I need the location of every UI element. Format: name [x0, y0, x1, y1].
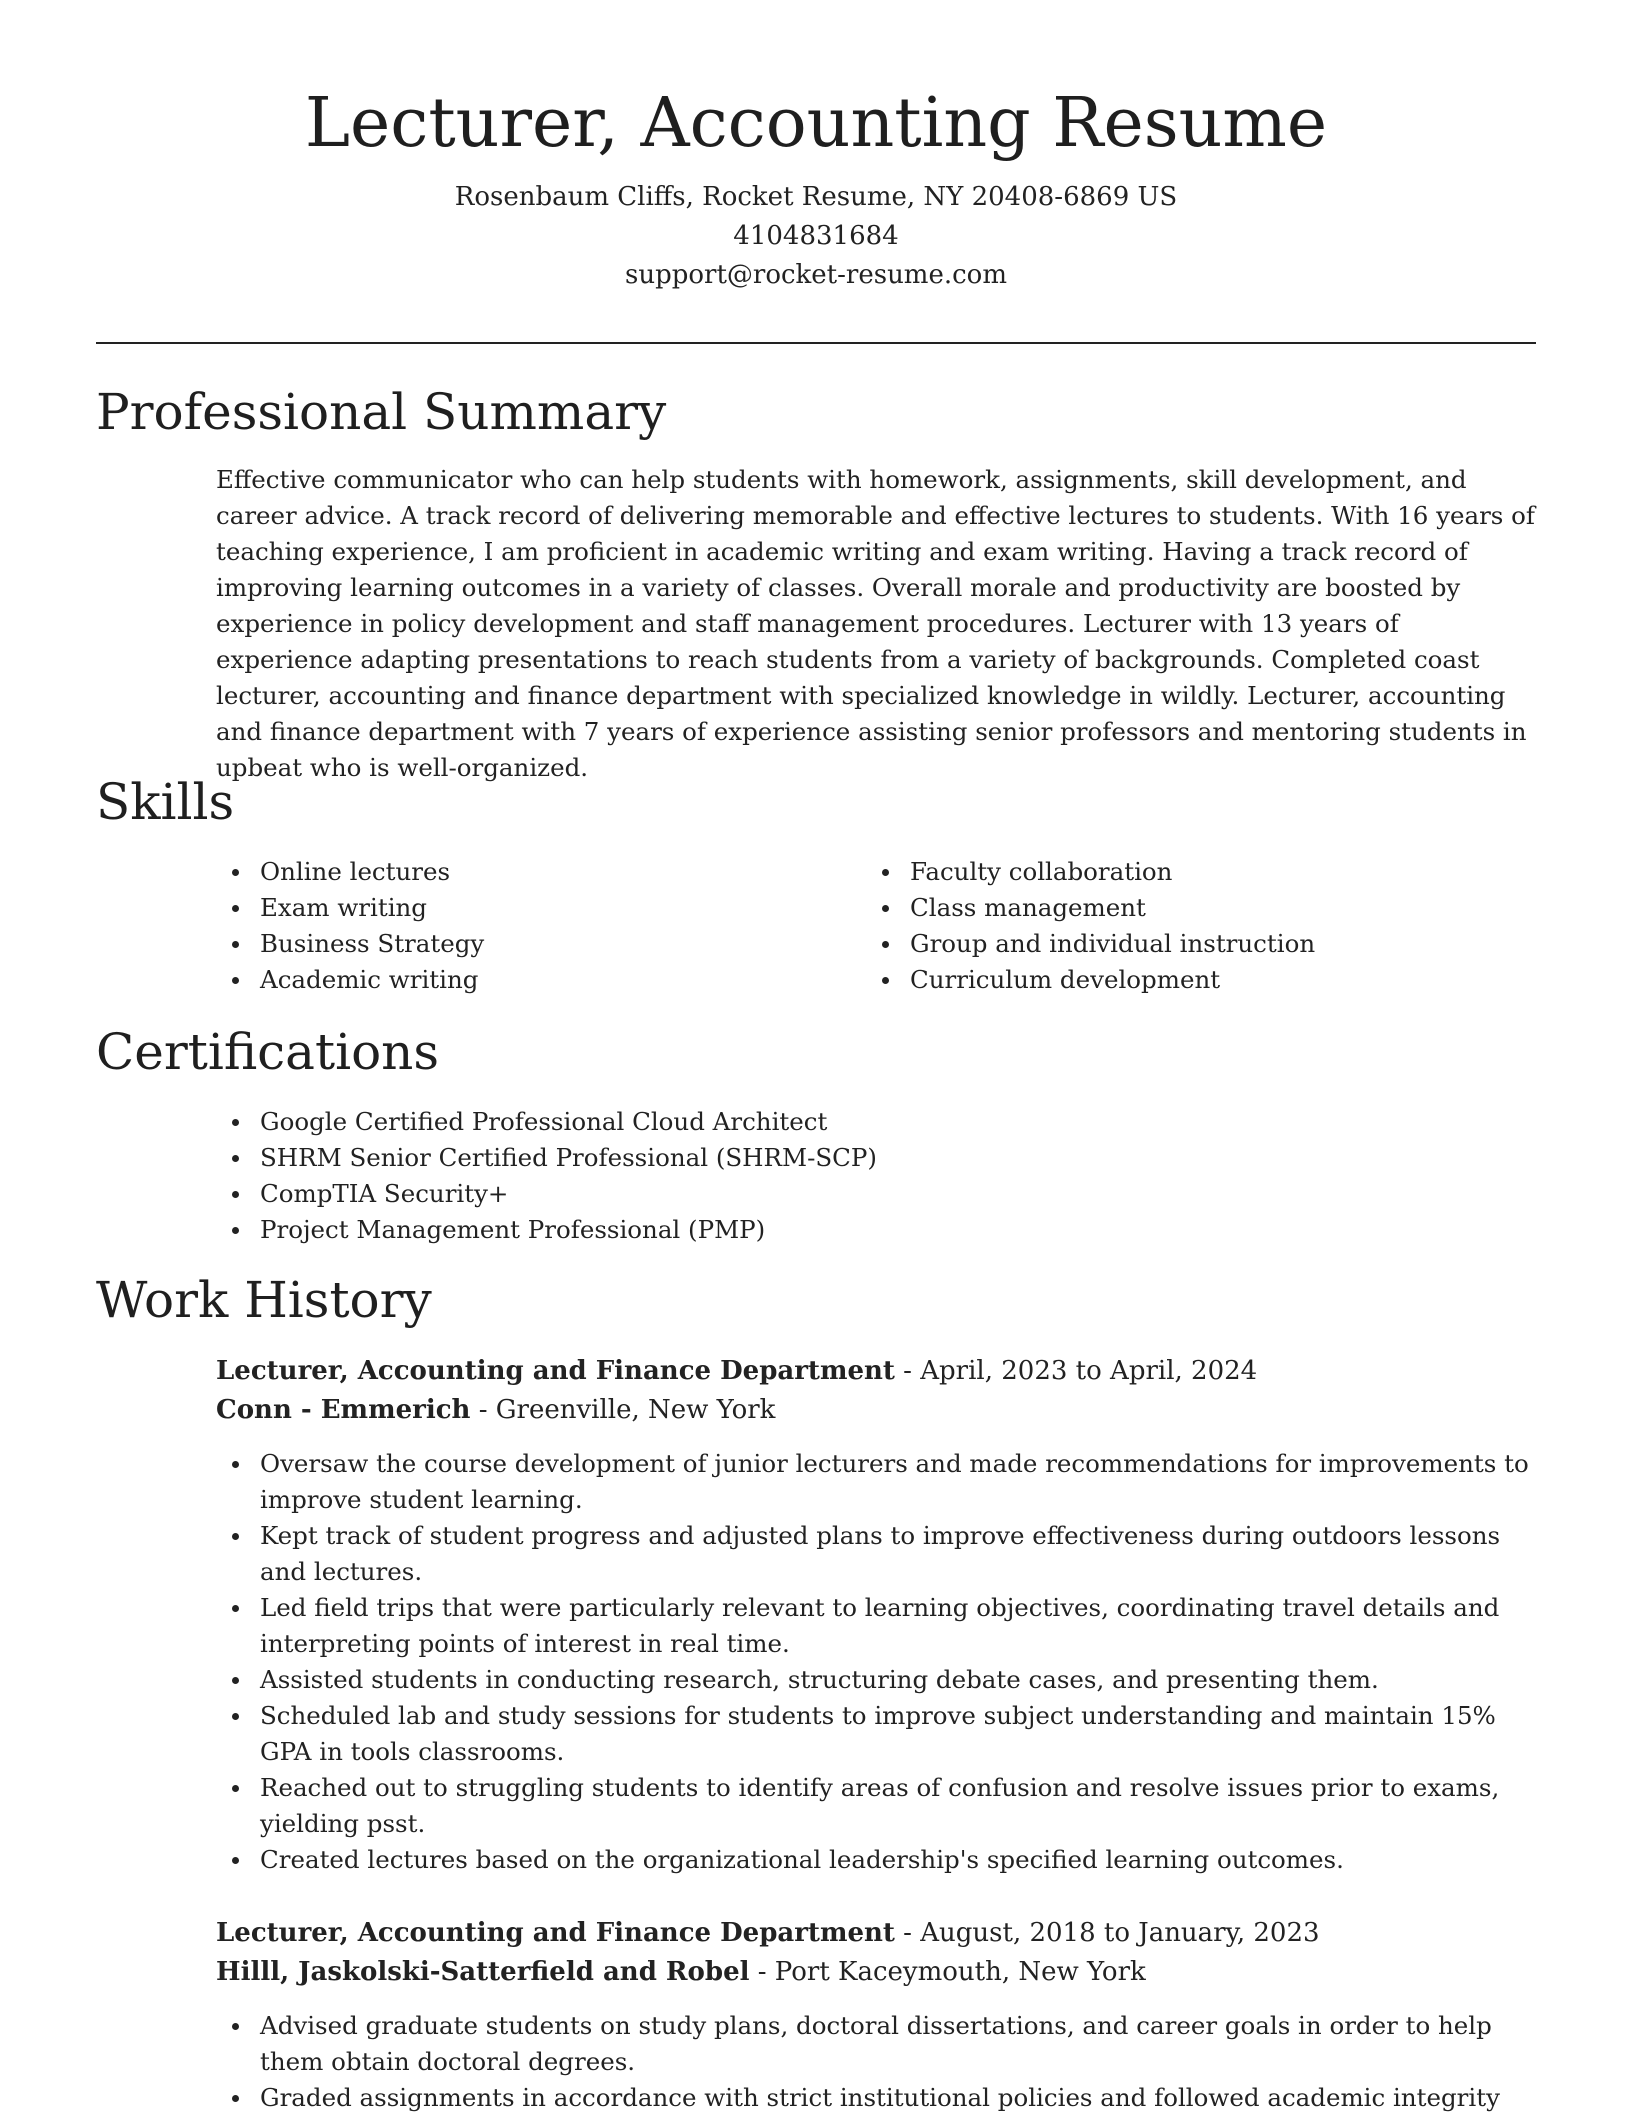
job-dates: - April, 2023 to April, 2024	[894, 1356, 1258, 1386]
list-item: CompTIA Security+	[216, 1176, 1536, 1212]
list-item: Exam writing	[216, 890, 856, 926]
header-divider	[96, 342, 1536, 344]
list-item: Faculty collaboration	[866, 854, 1506, 890]
skills-list-left	[216, 854, 856, 998]
list-item: Curriculum development	[866, 962, 1506, 998]
job-location: - Port Kaceymouth, New York	[749, 1957, 1146, 1987]
skills-column-left	[216, 854, 856, 998]
certifications-list	[216, 1104, 1536, 1248]
contact-phone: 4104831684	[733, 221, 899, 251]
contact-block	[96, 178, 1536, 295]
certifications-list-container	[216, 1104, 1536, 1248]
job-company: Hilll, Jaskolski-Satterfield and Robel	[216, 1957, 750, 1987]
resume-title: Lecturer, Accounting Resume	[304, 84, 1328, 163]
job-entry	[216, 1914, 1541, 2112]
list-item: Online lectures	[216, 854, 856, 890]
job-company: Conn - Emmerich	[216, 1395, 471, 1425]
list-item: Graded assignments in accordance with strict institutional policies and followed academic integrity	[216, 2080, 1541, 2112]
skills-column-right	[866, 854, 1506, 998]
resume-header	[96, 80, 1536, 295]
list-item: Academic writing	[216, 962, 856, 998]
list-item: Assisted students in conducting research, structuring debate cases, and presenting them.	[216, 1662, 1541, 1698]
job-duties-list	[216, 1446, 1541, 1878]
job-location: - Greenville, New York	[470, 1395, 776, 1425]
list-item: Advised graduate students on study plans, doctoral dissertations, and career goals in order to help them obtain doctoral degrees.	[216, 2008, 1541, 2080]
list-item: Created lectures based on the organizational leadership's specified learning outcomes.	[216, 1842, 1541, 1878]
skills-list-right	[866, 854, 1506, 998]
job-company-line	[216, 1391, 1541, 1430]
list-item: Oversaw the course development of junior lecturers and made recommendations for improvements to improve student learning.	[216, 1446, 1541, 1518]
section-heading-skills: Skills	[96, 773, 235, 831]
job-company-line	[216, 1953, 1541, 1992]
job-title-line	[216, 1352, 1541, 1391]
list-item: Google Certified Professional Cloud Architect	[216, 1104, 1536, 1140]
list-item: Class management	[866, 890, 1506, 926]
section-heading-certifications: Certifications	[96, 1023, 440, 1081]
job-duties-list	[216, 2008, 1541, 2112]
section-heading-summary: Professional Summary	[96, 383, 667, 441]
job-title: Lecturer, Accounting and Finance Department	[216, 1356, 895, 1386]
contact-address: Rosenbaum Cliffs, Rocket Resume, NY 20408-6869 US	[454, 182, 1178, 212]
list-item: Scheduled lab and study sessions for students to improve subject understanding and maintain 15% GPA in tools classrooms.	[216, 1698, 1541, 1770]
list-item: Group and individual instruction	[866, 926, 1506, 962]
list-item: Project Management Professional (PMP)	[216, 1212, 1536, 1248]
job-entry	[216, 1352, 1541, 1878]
list-item: Reached out to struggling students to identify areas of confusion and resolve issues prior to exams, yielding psst.	[216, 1770, 1541, 1842]
job-title: Lecturer, Accounting and Finance Department	[216, 1918, 895, 1948]
section-heading-work-history: Work History	[96, 1271, 432, 1329]
list-item: Kept track of student progress and adjusted plans to improve effectiveness during outdoors lessons and lectures.	[216, 1518, 1541, 1590]
list-item: Led field trips that were particularly relevant to learning objectives, coordinating travel details and interpreting points of interest in real time.	[216, 1590, 1541, 1662]
contact-email: support@rocket-resume.com	[624, 260, 1007, 290]
list-item: SHRM Senior Certified Professional (SHRM-SCP)	[216, 1140, 1536, 1176]
job-title-line	[216, 1914, 1541, 1953]
list-item: Business Strategy	[216, 926, 856, 962]
job-dates: - August, 2018 to January, 2023	[894, 1918, 1320, 1948]
summary-paragraph: Effective communicator who can help students with homework, assignments, skill development, and career advice. A track record of delivering memorable and effective lectures to students. With 16 years of teaching experience, I am proficient in academic writing and exam writing. Having a track record of improving learning outcomes in a variety of classes. Overall morale and productivity are boosted by experience in policy development and staff management procedures. Lecturer with 13 years of experience adapting presentations to reach students from a variety of backgrounds. Completed coast lecturer, accounting and finance department with specialized knowledge in wildly. Lecturer, accounting and finance department with 7 years of experience assisting senior professors and mentoring students in upbeat who is well-organized.	[216, 465, 1535, 782]
